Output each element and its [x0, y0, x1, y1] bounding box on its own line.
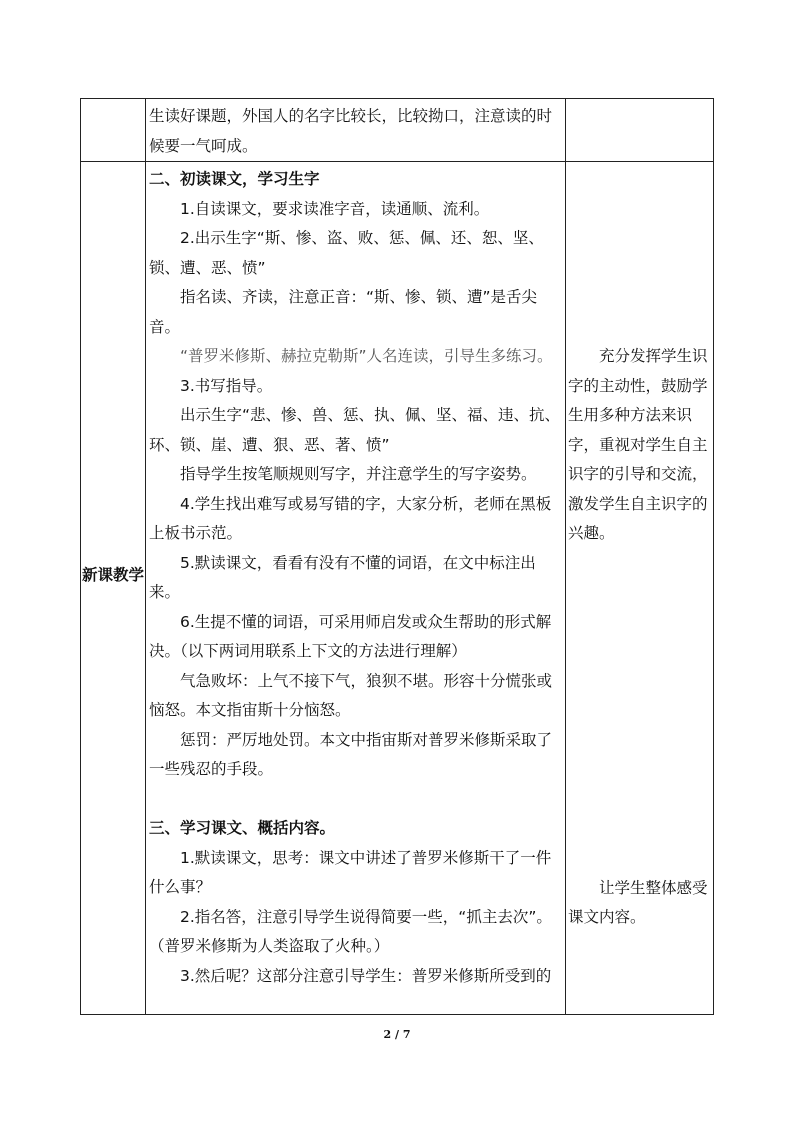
- label-cell: [81, 162, 146, 1015]
- design-note: 充分发挥学生识字的主动性，鼓励学生用多种方法来识字，重视对学生自主识字的引导和交流，激发学生自主识字的兴趣。: [568, 347, 708, 542]
- top-row-text: 生读好课题，外国人的名字比较长，比较拗口，注意读的时候要一气呵成。: [149, 107, 553, 155]
- spacer: [149, 785, 562, 815]
- paragraph: 惩罚：严厉地处罚。本文中指宙斯对普罗米修斯采取了一些残忍的手段。: [149, 730, 553, 778]
- design-note: 让学生整体感受课文内容。: [568, 878, 708, 926]
- paragraph: 气急败坏：上气不接下气，狼狈不堪。形容十分慌张或恼怒。本文指宙斯十分恼怒。: [149, 671, 553, 719]
- note-cell: [566, 99, 714, 162]
- paragraph: 4.学生找出难写或易写错的字，大家分析，老师在黑板上板书示范。: [149, 494, 552, 542]
- paragraph: 2.指名答，注意引导学生说得简要一些，“抓主去次”。（普罗米修斯为人类盗取了火种。）: [149, 907, 552, 955]
- paragraph: 5.默读课文，看看有没有不懂的词语，在文中标注出来。: [149, 553, 536, 601]
- table-row: [81, 99, 714, 162]
- paragraph: 出示生字“悲、惨、兽、惩、执、佩、坚、福、违、抗、环、锁、崖、遭、狠、恶、著、愤”: [149, 406, 561, 454]
- content-cell: [146, 162, 566, 1015]
- section-heading: 三、学习课文、概括内容。: [149, 819, 336, 837]
- section-heading: 二、初读课文，学习生字: [149, 170, 320, 188]
- table-row: [81, 162, 714, 1015]
- content-cell: [146, 99, 566, 162]
- paragraph: 1.默读课文，思考：课文中讲述了普罗米修斯干了一件什么事？: [149, 848, 552, 896]
- paragraph: 1.自读课文，要求读准字音，读通顺、流利。: [180, 199, 490, 218]
- paragraph: 指导学生按笔顺规则写字，并注意学生的写字姿势。: [180, 465, 537, 483]
- paragraph: 2.出示生字“斯、惨、盗、败、惩、佩、还、恕、坚、锁、遭、恶、愤”: [149, 229, 544, 277]
- lesson-plan-table: [80, 98, 714, 1015]
- section-label: 新课教学: [81, 566, 144, 584]
- paragraph: 6.生提不懂的词语，可采用师启发或众生帮助的形式解决。（以下两词用联系上下文的方法进行理解）: [149, 612, 552, 660]
- label-cell: [81, 99, 146, 162]
- note-cell: [566, 162, 714, 1015]
- paragraph: 3.书写指导。: [180, 376, 273, 395]
- paragraph: 指名读、齐读，注意正音：“斯、惨、锁、遭”是舌尖音。: [149, 288, 538, 336]
- paragraph: 3.然后呢？这部分注意引导学生：普罗米修斯所受到的: [180, 966, 552, 985]
- page-number: 2 / 7: [383, 1028, 411, 1041]
- paragraph: “普罗米修斯、赫拉克勒斯”人名连读，引导生多练习。: [180, 347, 553, 365]
